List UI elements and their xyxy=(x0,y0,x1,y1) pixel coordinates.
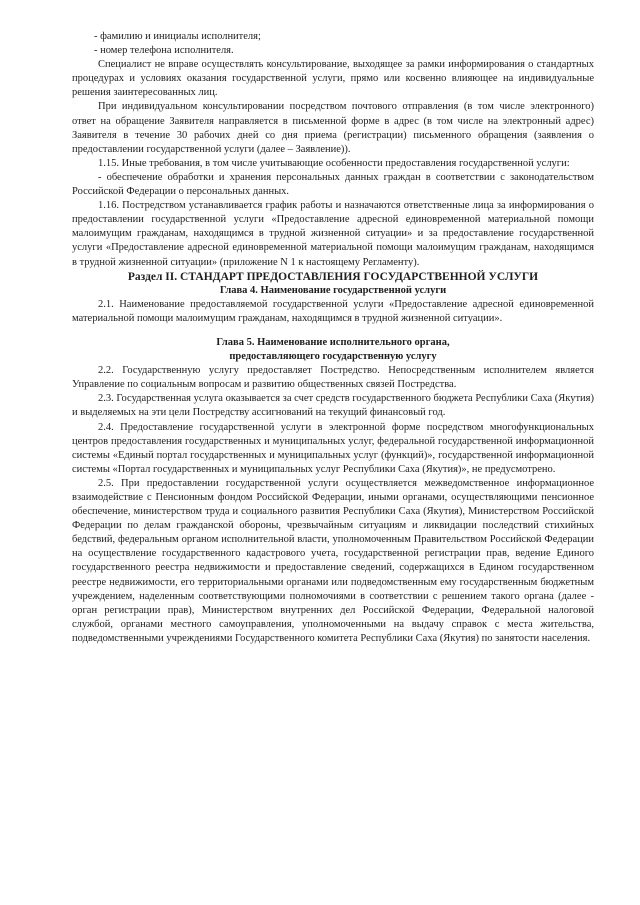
paragraph-1-15-item: - обеспечение обработки и хранения персональных данных граждан в соответствии с законодательством Российской Федерации о персональных данных. xyxy=(72,171,594,198)
paragraph-2-3: 2.3. Государственная услуга оказывается за счет средств государственного бюджета Республики Саха (Якутия) и выделяемых на эти цели Постредству ассигнований на текущий финансовый год. xyxy=(72,393,594,419)
section-heading: Раздел II. СТАНДАРТ ПРЕДОСТАВЛЕНИЯ ГОСУДАРСТВЕННОЙ УСЛУГИ xyxy=(127,270,539,283)
list-item-executor-name: - фамилию и инициалы исполнителя; xyxy=(94,31,261,42)
list-item-executor-phone: - номер телефона исполнителя. xyxy=(94,45,234,57)
paragraph-2-1: 2.1. Наименование предоставляемой государственной услуги «Предоставление адресной единовременной материальной помощи малоимущим гражданам, находящимся в трудной жизненной ситуации». xyxy=(72,298,594,324)
chapter-5-heading-line2: предоставляющего государственную услугу xyxy=(229,351,437,363)
paragraph-individual-consulting: При индивидуальном консультировании посредством почтового отправления (в том числе электронного) ответ на обращение Заявителя направляется в письменной форме в адрес (в том числе на электронный адрес) Заявителя в течение 30 рабочих дней со дня приема (регистрации) письменного обращения (заявления о предоставлении государственной услуги (далее – Заявление)). xyxy=(72,101,594,155)
chapter-5-heading-line1: Глава 5. Наименование исполнительного органа, xyxy=(216,336,450,348)
paragraph-specialist: Специалист не вправе осуществлять консультирование, выходящее за рамки информирования о стандартных процедурах и условиях оказания государственной услуги, прямо или косвенно влияющее на индивидуальные решения заинтересованных лиц. xyxy=(72,59,594,99)
chapter-4-heading: Глава 4. Наименование государственной услуги xyxy=(219,284,447,296)
document-page xyxy=(72,30,594,646)
paragraph-2-4: 2.4. Предоставление государственной услуги в электронной форме посредством многофункциональных центров предоставления государственных и муниципальных услуг, федеральной государственной информационной системы «Единый портал государственных и муниципальных услуг (функций)», государственной информационной системы «Портал государственных и муниципальных услуг Республики Саха (Якутия)», не предусмотрено. xyxy=(72,421,594,475)
paragraph-1-16: 1.16. Постредством устанавливается график работы и назначаются ответственные лица за информирования о предоставлении государственной услуги «Предоставление адресной единовременной материальной помощи малоимущим гражданам, находящимся в трудной жизненной ситуации» и за предоставление государственной услуги «Предоставление адресной единовременной материальной помощи малоимущим гражданам, находящимся в трудной жизненной ситуации» (приложение N 1 к настоящему Регламенту). xyxy=(72,200,594,268)
paragraph-2-2: 2.2. Государственную услугу предоставляет Постредство. Непосредственным исполнителем является Управление по социальным вопросам и развитию общественных связей Постредства. xyxy=(72,365,594,391)
paragraph-2-5: 2.5. При предоставлении государственной услуги осуществляется межведомственное информационное взаимодействие с Пенсионным фондом Российской Федерации, иными органами, осуществляющими пенсионное обеспечение, министерством труда и социального развития Республики Саха (Якутия), Министерством Российской Федерации по делам гражданской обороны, чрезвычайным ситуациям и ликвидации последствий стихийных бедствий, федеральным органом исполнительной власти, уполномоченным Правительством Российской Федерации на осуществление государственного кадастрового учета, государственной регистрации прав, ведение Единого государственного реестра недвижимости и предоставление сведений, содержащихся в Едином государственном реестре недвижимости, его территориальными органами или подведомственным ему государственным бюджетным учреждением, наделенным соответствующими полномочиями в соответствии с решением такого органа (далее - орган регистрации прав), Министерством внутренних дел Российской Федерации, Федеральной налоговой службой, органами местного самоуправления, уполномоченными на выдачу справок с места жительства, подведомственными учреждениями Государственного комитета Республики Саха (Якутия) по занятости населения. xyxy=(72,477,594,644)
paragraph-1-15: 1.15. Иные требования, в том числе учитывающие особенности предоставления государственной услуги: xyxy=(98,157,570,169)
